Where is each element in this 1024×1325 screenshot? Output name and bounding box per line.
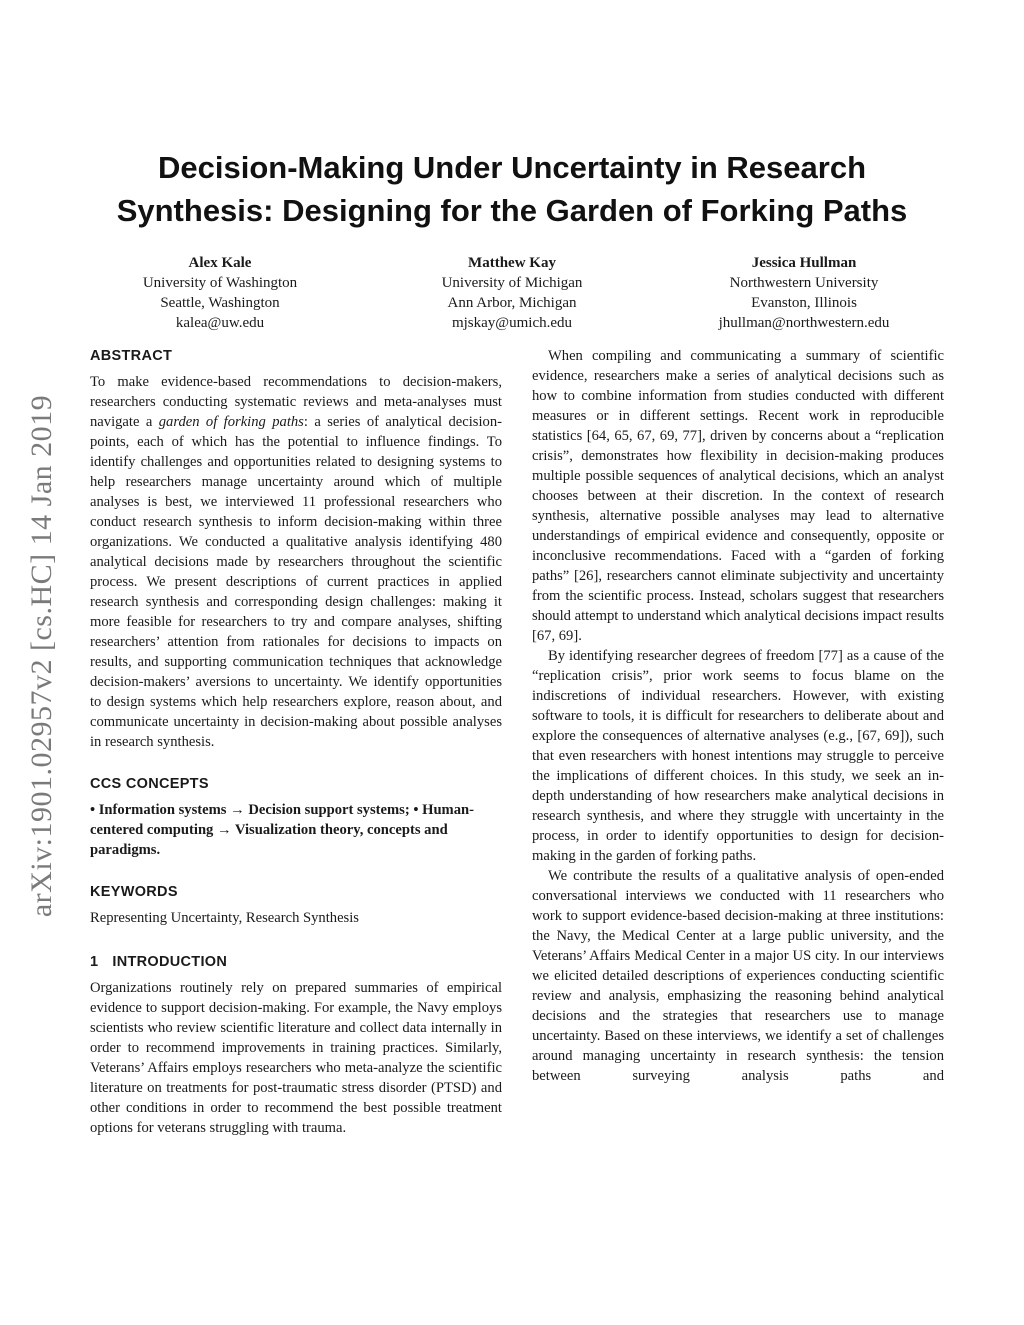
author-location: Seattle, Washington	[160, 295, 280, 311]
abstract-text-start: To make evidence-based recommendations to decision-makers, researchers conducting systematic reviews and meta-analyses must navigate a	[90, 374, 502, 430]
paper-title	[60, 146, 964, 232]
arxiv-id: arXiv:1901.02957v2 [cs.HC] 14 Jan 2019	[25, 394, 58, 918]
title-line-2: Synthesis: Designing for the Garden of Forking Paths	[116, 193, 908, 228]
author-email: jhullman@northwestern.edu	[718, 315, 890, 331]
author-affiliation: University of Washington	[142, 275, 298, 291]
abstract-heading: ABSTRACT	[90, 348, 173, 364]
body-paragraph-1: When compiling and communicating a summary of scientific evidence, researchers make a series of analytical decisions such as how to combine information from studies conducted with different measures or in different settings. Recent work in reproducible statistics [64, 65, 67, 69, 77], driven by concerns about a “replication crisis”, demonstrates how flexibility in decision-making produces multiple possible sequences of analytical decisions, which an analyst chooses between at their discretion. In the context of research synthesis, alternative possible analyses may lead to alternative understandings of empirical evidence and consequently, opposite or inconclusive recommendations. Faced with a “garden of forking paths” [26], researchers cannot eliminate subjectivity and uncertainty from the scientific process. Instead, scholars suggest that researchers should attempt to understand which analytical decisions impact results [67, 69].	[532, 348, 944, 644]
author-name: Alex Kale	[188, 255, 252, 271]
author-name: Matthew Kay	[468, 255, 556, 271]
intro-paragraph: Organizations routinely rely on prepared summaries of empirical evidence to support decision-making. For example, the Navy employs scientists who review scientific literature and collect data internally in order to recommend improvements in training practices. Similarly, Veterans’ Affairs employs researchers who meta-analyze the scientific literature on treatments for post-traumatic stress disorder (PTSD) and other conditions in order to recommend the best possible treatment options for veterans struggling with trauma.	[90, 980, 502, 1136]
keywords-heading: KEYWORDS	[90, 884, 178, 900]
section-title: INTRODUCTION	[112, 954, 228, 970]
right-column	[532, 346, 944, 1086]
author-block	[90, 253, 934, 333]
author-email: mjskay@umich.edu	[451, 315, 573, 331]
author-email: kalea@uw.edu	[175, 315, 265, 331]
author-2	[382, 253, 642, 333]
author-3	[674, 253, 934, 333]
abstract-text-end: : a series of analytical decision-points, each of which has the potential to influence findings. To identify challenges and opportunities related to designing systems to help researchers manage uncertainty around which of multiple analyses is best, we interviewed 11 professional researchers who conduct research synthesis to inform decision-making within three organizations. We conducted a qualitative analysis identifying 480 analytical decisions made by researchers throughout the scientific process. We present descriptions of current practices in applied research synthesis and corresponding design challenges: making it more feasible for researchers to try and compare analyses, shifting researchers’ attention from rationales for decisions to impacts on results, and supporting communication techniques that acknowledge decision-makers’ aversions to uncertainty. We identify opportunities to design systems which help researchers explore, reason about, and communicate uncertainty in decision-making about possible analyses in research synthesis.	[90, 414, 502, 750]
author-location: Ann Arbor, Michigan	[447, 295, 577, 311]
author-1	[90, 253, 350, 333]
abstract-text	[90, 372, 502, 752]
ccs-text: • Information systems → Decision support systems; • Human-centered computing → Visualization theory, concepts and paradigms.	[90, 802, 474, 858]
section-number: 1	[90, 954, 99, 970]
intro-heading	[90, 952, 502, 972]
author-location: Evanston, Illinois	[751, 295, 857, 311]
arxiv-stamp	[22, 356, 62, 956]
body-paragraph-2: By identifying researcher degrees of freedom [77] as a cause of the “replication crisis”, prior work seems to focus blame on the indiscretions of individual researchers. However, with existing software to tools, it is difficult for researchers to deliberate about and explore the consequences of alternative analyses (e.g., [67, 69]), such that even researchers with honest intentions may struggle to perceive the implications of different choices. In this study, we seek an in-depth understanding of how researchers make analytical decisions in research synthesis, and where they struggle with uncertainty in the process, in order to identify opportunities to design for decision-making in the garden of forking paths.	[532, 648, 944, 864]
keywords-text: Representing Uncertainty, Research Synthesis	[90, 910, 359, 926]
author-affiliation: Northwestern University	[729, 275, 879, 291]
body-paragraph-3: We contribute the results of a qualitative analysis of open-ended conversational interviews we conducted with 11 researchers who work to support evidence-based decision-making at three institutions: the Navy, the Medical Center at a large public university, and the Veterans’ Affairs Medical Center in a major US city. In our interviews we elicited detailed descriptions of experiences conducting scientific review and analysis, emphasizing the reasoning behind analytical decisions and the strategies that researchers use to manage uncertainty. Based on these interviews, we identify a set of challenges around managing uncertainty in research synthesis: the tension between surveying analysis paths and	[532, 868, 944, 1084]
title-line-1: Decision-Making Under Uncertainty in Research	[157, 150, 867, 185]
author-affiliation: University of Michigan	[441, 275, 583, 291]
abstract-italic-term: garden of forking paths	[158, 414, 304, 430]
left-column	[90, 346, 502, 1138]
ccs-heading: CCS CONCEPTS	[90, 776, 209, 792]
author-name: Jessica Hullman	[751, 255, 857, 271]
